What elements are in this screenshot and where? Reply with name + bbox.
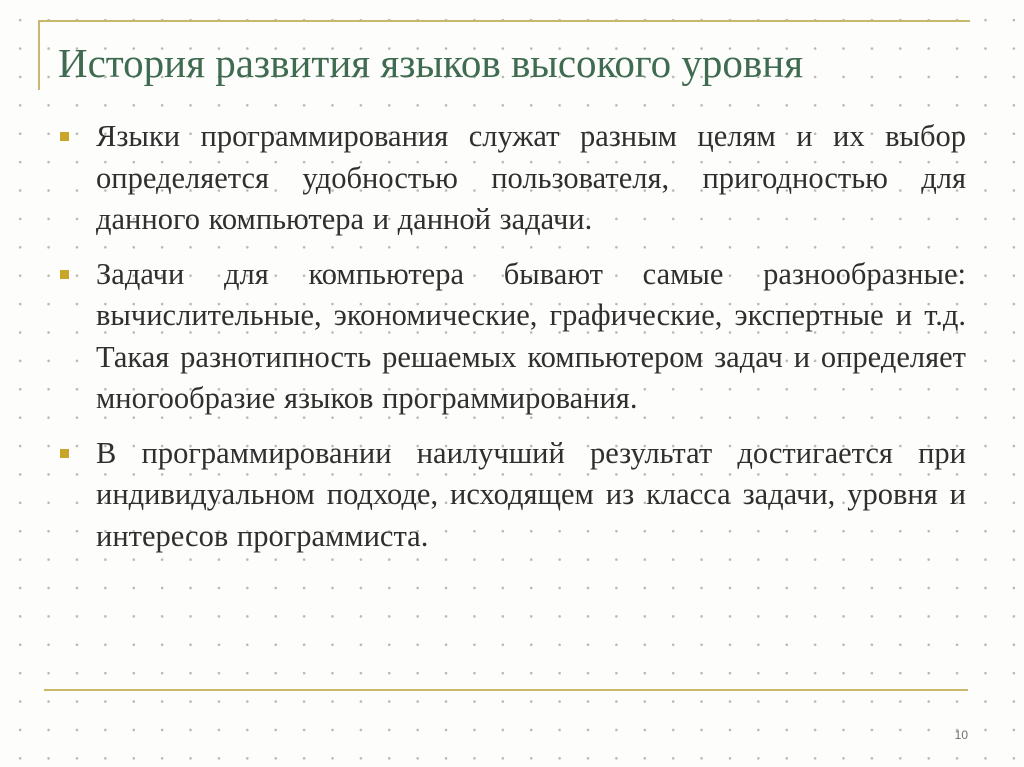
bottom-accent-rule — [44, 689, 968, 691]
bullet-item — [58, 433, 966, 558]
square-bullet-icon — [60, 270, 69, 279]
page-number: 10 — [954, 728, 968, 742]
square-bullet-icon — [60, 449, 69, 458]
bullet-text: Языки программирования служат разным целям и их выбор определяется удобностью пользователя, пригодностью для данного компьютера и данной задачи. — [96, 119, 966, 236]
left-accent-rule — [38, 20, 40, 90]
slide-title: История развития языков высокого уровня — [58, 40, 804, 86]
bullet-text: В программировании наилучший результат достигается при индивидуальном подходе, исходящем из класса задачи, уровня и интересов программиста. — [96, 435, 966, 553]
bullet-list — [58, 116, 966, 570]
bullet-item — [58, 116, 966, 241]
top-accent-rule — [38, 20, 970, 22]
square-bullet-icon — [60, 132, 69, 141]
bullet-text: Задачи для компьютера бывают самые разнообразные: вычислительные, экономические, графические, экспертные и т.д. Такая разнотипность решаемых компьютером задач и определяет многообразие языков программирования. — [96, 256, 966, 415]
bullet-item — [58, 254, 966, 420]
